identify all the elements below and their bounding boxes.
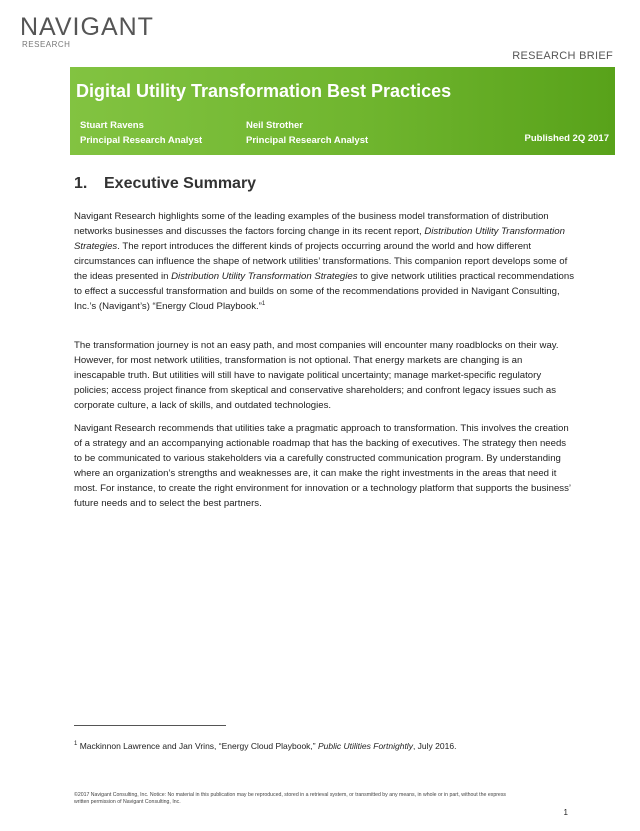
footnote <box>74 741 456 751</box>
section-heading <box>74 175 256 193</box>
p1-report-title-1: Distribution Utility Transformation Strategies <box>74 226 565 252</box>
footnote-marker: 1 <box>74 741 78 748</box>
footnote-text: Mackinnon Lawrence and Jan Vrins, “Energy Cloud Playbook,” <box>77 741 318 751</box>
paragraph-3: Navigant Research recommends that utilities take a pragmatic approach to transformation. This involves the creation of a strategy and an accompanying actionable roadmap that has the backing of executives. The strategy then needs to be communicated to various stakeholders via a carefully constructed communication program. By understanding where an organization’s strengths and weaknesses are, it can make the right investments in the areas that need it most. For instance, to create the right environment for innovation or a technology platform that supports the business’ future needs and to select the best partners. <box>74 423 571 509</box>
page-number: 1 <box>563 808 568 817</box>
p1-report-title-2: Distribution Utility Transformation Strategies <box>171 271 358 282</box>
legal-notice: ©2017 Navigant Consulting, Inc. Notice: No material in this publication may be reproduced, stored in a retrieval system, or transmitted by any means, in whole or in part, without the express written permission of Navigant Consulting, Inc. <box>74 792 507 805</box>
navigant-logo <box>20 14 154 49</box>
author-2 <box>246 118 368 148</box>
paragraph-2: The transformation journey is not an easy path, and most companies will encounter many roadblocks on their way. However, for most network utilities, transformation is not optional. That energy markets are changing is an inescapable truth. But utilities will still have to navigate political uncertainty; manage market-specific regulatory policies; access project finance from skeptical and conservative shareholders; and confront legacy issues such as corporate culture, a lack of skills, and outdated technologies. <box>74 340 559 411</box>
author-1-name: Stuart Ravens <box>80 120 144 131</box>
footnote-date: , July 2016. <box>412 741 457 751</box>
footnote-publication: Public Utilities Fortnightly <box>318 741 413 751</box>
section-number: 1. <box>74 175 88 192</box>
author-1 <box>80 118 202 148</box>
p1-text-2: . The report introduces the different kinds of projects occurring around the world and how different circumstances can influence the shape of network utilities’ transformations. This companion report develops some of the ideas presented in <box>74 241 568 282</box>
published-date: Published 2Q 2017 <box>524 133 609 144</box>
author-1-role: Principal Research Analyst <box>80 135 203 146</box>
author-2-name: Neil Strother <box>246 120 304 131</box>
report-title: Digital Utility Transformation Best Practices <box>76 81 452 101</box>
research-brief-label: RESEARCH BRIEF <box>512 50 613 62</box>
title-banner <box>70 67 615 155</box>
p1-text-1: Navigant Research highlights some of the leading examples of the business model transformation of distribution networks businesses and discusses the factors forcing change in its recent report, <box>74 211 549 237</box>
section-title: Executive Summary <box>104 175 257 192</box>
p1-text-3: to give network utilities practical recommendations to effect a successful transformation and builds on some of the recommendations provided in Navigant Consulting, Inc.’s (Navigant’s) “Energy Cloud Playbook.” <box>74 271 575 312</box>
footnote-ref[interactable]: 1 <box>261 300 266 307</box>
logo-wordmark: NAVIGANT <box>20 13 154 41</box>
author-2-role: Principal Research Analyst <box>246 135 369 146</box>
logo-subtext: RESEARCH <box>22 40 71 49</box>
paragraph-1 <box>74 209 574 314</box>
footnote-divider <box>74 725 226 726</box>
